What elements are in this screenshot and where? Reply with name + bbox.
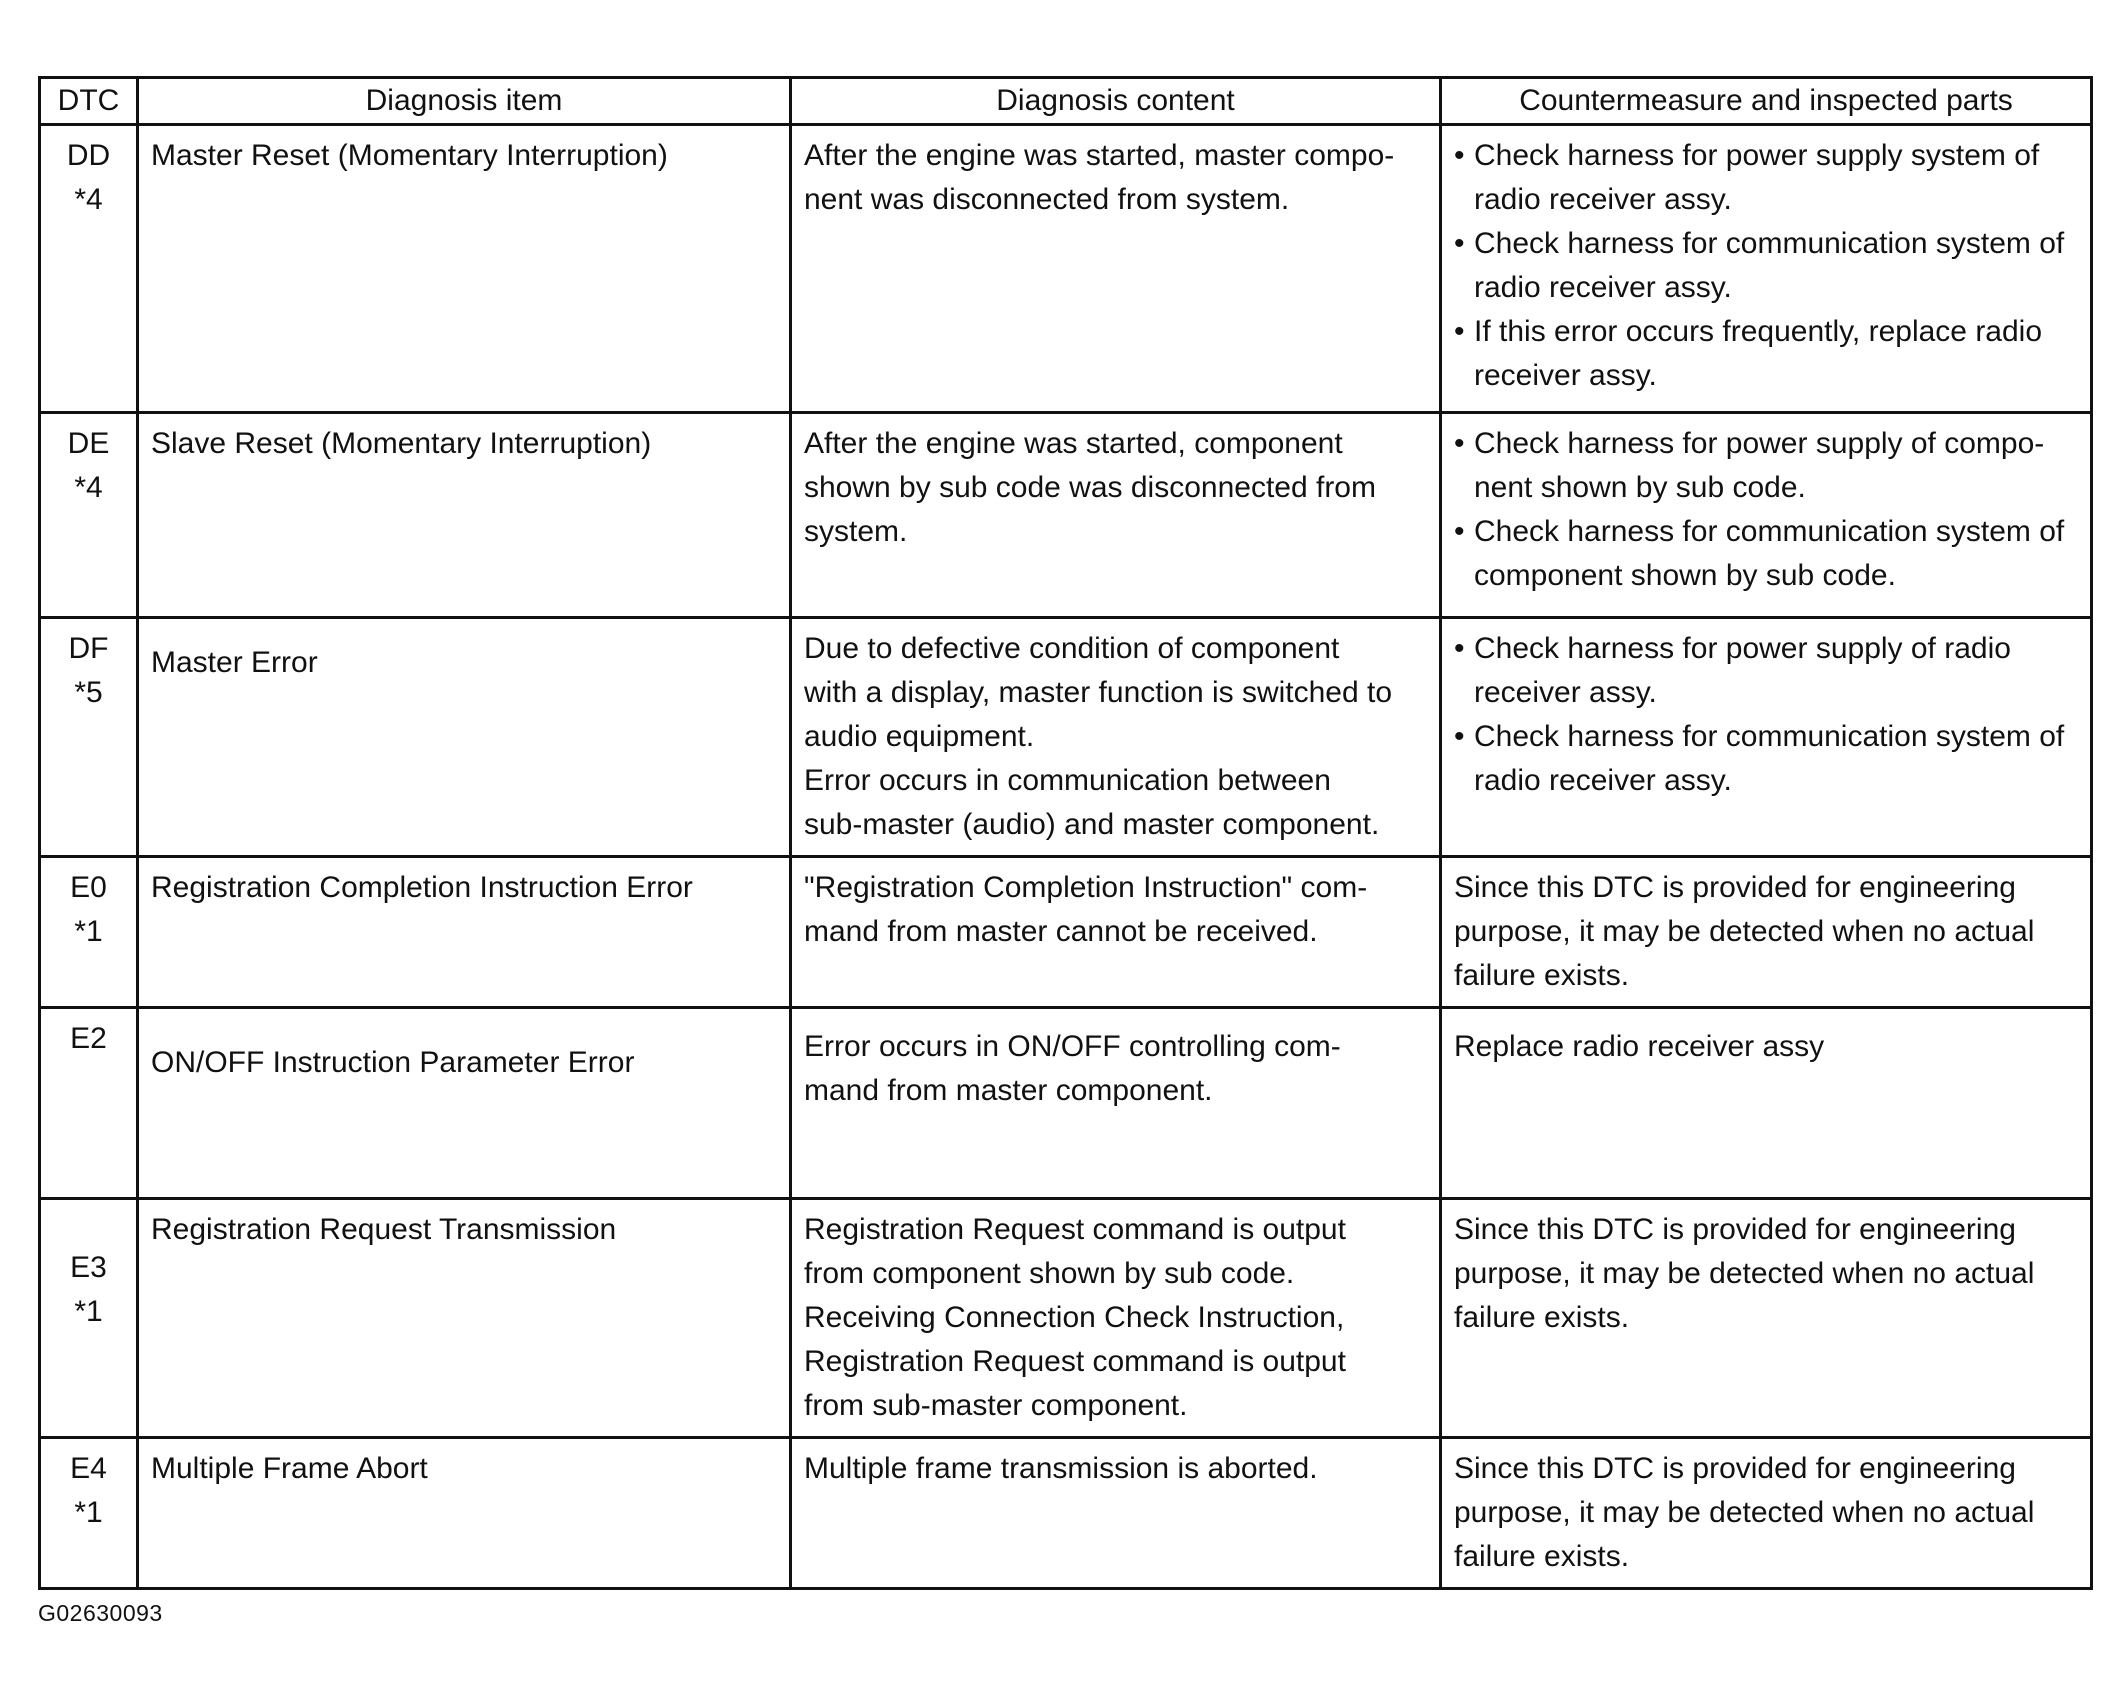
countermeasure-list bbox=[1454, 422, 2078, 598]
table-row bbox=[40, 1199, 2092, 1438]
countermeasure-item: • Check harness for communication system of radio receiver assy. bbox=[1454, 222, 2078, 310]
content-line: mand from master component. bbox=[804, 1074, 1213, 1107]
content-line: from sub-master component. bbox=[804, 1389, 1188, 1422]
content-line: nent was disconnected from system. bbox=[804, 183, 1290, 216]
diagnosis-item-cell: ON/OFF Instruction Parameter Error bbox=[138, 1008, 791, 1199]
countermeasure-list bbox=[1454, 134, 2078, 398]
table-row bbox=[40, 413, 2092, 618]
diagnosis-content-cell bbox=[791, 1438, 1441, 1589]
countermeasure-cell: Since this DTC is provided for engineering purpose, it may be detected when no actual failure exists. bbox=[1441, 857, 2092, 1008]
dtc-code: DF bbox=[68, 632, 109, 665]
header-row bbox=[40, 78, 2092, 125]
dtc-code-cell bbox=[40, 857, 138, 1008]
countermeasure-cell bbox=[1441, 618, 2092, 857]
header-diagnosis-item: Diagnosis item bbox=[138, 78, 791, 125]
diagnosis-item-cell: Registration Request Transmission bbox=[138, 1199, 791, 1438]
diagnosis-item-cell: Registration Completion Instruction Error bbox=[138, 857, 791, 1008]
figure-code: G02630093 bbox=[38, 1600, 163, 1626]
countermeasure-cell bbox=[1441, 125, 2092, 413]
countermeasure-item: • Check harness for power supply system of radio receiver assy. bbox=[1454, 134, 2078, 222]
countermeasure-item: • If this error occurs frequently, replace radio receiver assy. bbox=[1454, 310, 2078, 398]
diagnosis-item-cell: Master Reset (Momentary Interruption) bbox=[138, 125, 791, 413]
diagnosis-content-cell bbox=[791, 857, 1441, 1008]
content-line: Error occurs in communication between bbox=[804, 764, 1331, 797]
diagnosis-content-cell bbox=[791, 618, 1441, 857]
countermeasure-list bbox=[1454, 627, 2078, 803]
dtc-table bbox=[38, 76, 2093, 1590]
dtc-code-cell bbox=[40, 1008, 138, 1199]
dtc-code-cell bbox=[40, 1438, 138, 1589]
header-diagnosis-content: Diagnosis content bbox=[791, 78, 1441, 125]
content-line: mand from master cannot be received. bbox=[804, 915, 1318, 948]
countermeasure-cell bbox=[1441, 413, 2092, 618]
dtc-code-cell bbox=[40, 413, 138, 618]
countermeasure-cell: Replace radio receiver assy bbox=[1441, 1008, 2092, 1199]
diagnosis-content-cell bbox=[791, 1199, 1441, 1438]
diagnosis-content-cell bbox=[791, 413, 1441, 618]
content-line: "Registration Completion Instruction" com- bbox=[804, 871, 1368, 904]
table-row bbox=[40, 857, 2092, 1008]
dtc-code-cell bbox=[40, 618, 138, 857]
content-line: Receiving Connection Check Instruction, bbox=[804, 1301, 1345, 1334]
content-line: Registration Request command is output bbox=[804, 1345, 1346, 1378]
table-row bbox=[40, 125, 2092, 413]
dtc-note: *4 bbox=[74, 183, 103, 216]
content-line: sub-master (audio) and master component. bbox=[804, 808, 1380, 841]
dtc-code: E3 bbox=[70, 1251, 107, 1284]
diagnosis-item-cell: Multiple Frame Abort bbox=[138, 1438, 791, 1589]
content-line: Due to defective condition of component bbox=[804, 632, 1340, 665]
countermeasure-item: • Check harness for power supply of radio receiver assy. bbox=[1454, 627, 2078, 715]
dtc-code: E2 bbox=[70, 1022, 107, 1055]
content-line: After the engine was started, master compo- bbox=[804, 139, 1395, 172]
diagnosis-content-cell bbox=[791, 1008, 1441, 1199]
dtc-note: *4 bbox=[74, 471, 103, 504]
content-line: system. bbox=[804, 515, 908, 548]
dtc-table-sheet bbox=[38, 76, 2090, 1590]
dtc-note: *5 bbox=[74, 676, 103, 709]
content-line: Error occurs in ON/OFF controlling com- bbox=[804, 1030, 1341, 1063]
table-row bbox=[40, 618, 2092, 857]
content-line: Multiple frame transmission is aborted. bbox=[804, 1452, 1318, 1485]
countermeasure-cell: Since this DTC is provided for engineering purpose, it may be detected when no actual failure exists. bbox=[1441, 1438, 2092, 1589]
dtc-code-cell bbox=[40, 1199, 138, 1438]
dtc-code: DE bbox=[67, 427, 110, 460]
dtc-code: E4 bbox=[70, 1452, 107, 1485]
content-line: After the engine was started, component bbox=[804, 427, 1343, 460]
dtc-note: *1 bbox=[74, 1496, 103, 1529]
countermeasure-item: • Check harness for power supply of compo- nent shown by sub code. bbox=[1454, 422, 2078, 510]
countermeasure-item: • Check harness for communication system of radio receiver assy. bbox=[1454, 715, 2078, 803]
content-line: shown by sub code was disconnected from bbox=[804, 471, 1376, 504]
header-dtc: DTC bbox=[40, 78, 138, 125]
countermeasure-cell: Since this DTC is provided for engineering purpose, it may be detected when no actual failure exists. bbox=[1441, 1199, 2092, 1438]
table-row bbox=[40, 1438, 2092, 1589]
dtc-note: *1 bbox=[74, 1295, 103, 1328]
diagnosis-content-cell bbox=[791, 125, 1441, 413]
content-line: with a display, master function is switched to bbox=[804, 676, 1393, 709]
dtc-code: DD bbox=[66, 139, 111, 172]
dtc-code: E0 bbox=[70, 871, 107, 904]
header-countermeasure: Countermeasure and inspected parts bbox=[1441, 78, 2092, 125]
content-line: Registration Request command is output bbox=[804, 1213, 1346, 1246]
table-row bbox=[40, 1008, 2092, 1199]
dtc-note: *1 bbox=[74, 915, 103, 948]
countermeasure-item: • Check harness for communication system of component shown by sub code. bbox=[1454, 510, 2078, 598]
content-line: from component shown by sub code. bbox=[804, 1257, 1295, 1290]
content-line: audio equipment. bbox=[804, 720, 1035, 753]
diagnosis-item-cell: Slave Reset (Momentary Interruption) bbox=[138, 413, 791, 618]
diagnosis-item-cell: Master Error bbox=[138, 618, 791, 857]
dtc-code-cell bbox=[40, 125, 138, 413]
